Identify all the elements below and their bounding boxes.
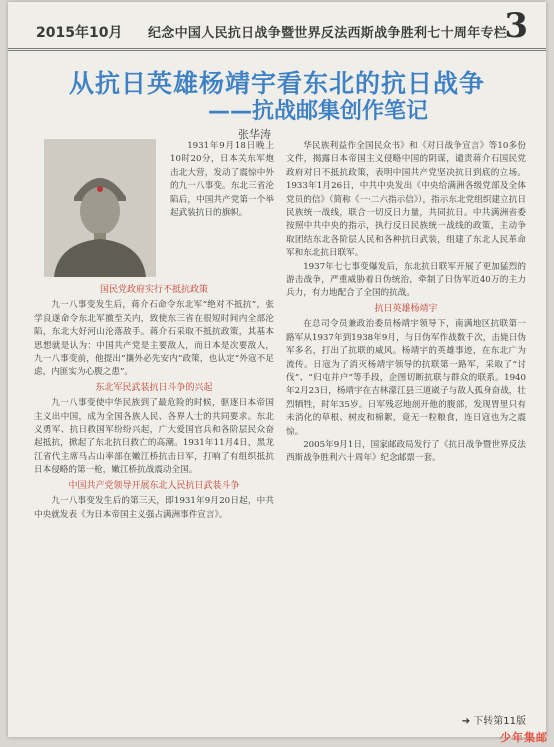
right-col-text: 1937年七七事变爆发后，东北抗日联军开展了更加猛烈的游击战争，严重威胁着日伪统治，牵制了日伪军近40万的主力兵力，有力地配合了全国的抗战。: [286, 261, 526, 299]
continued-label: 下转第11版: [473, 716, 526, 727]
section-heading-4: 抗日英雄杨靖宇: [374, 303, 438, 314]
intro-text: 1931年9月18日晚上10时20分，日本关东军炮击北大营，发动了震惊中外的九一八事变。东北三省沦陷后，中国共产党第一个举起武装抗日的旗帜。: [170, 141, 274, 219]
article-title: 从抗日英雄杨靖宇看东北的抗日战争: [68, 69, 485, 98]
section-text-1: 九一八事变发生后，蒋介石命令东北军“绝对不抵抗”，张学良遂命令东北军撤至关内，致使东三省在很短时间内全部沦陷，东北大好河山沦落敌手。蒋介石采取不抵抗政策，其基本思想就是认为：中国共产党是主要敌人，而日本是次要敌人，九一八事变前，他提出“攘外必先安内”政策，也认定“外寇不足虑，内匪实为心腹之患”。: [34, 300, 274, 378]
newspaper-page: [8, 2, 546, 737]
watermark-stamp: 少年集邮: [500, 731, 548, 744]
section-heading-1: 国民党政府实行不抵抗政策: [99, 285, 208, 295]
arrow-right-icon: ➔: [461, 716, 471, 727]
right-column: [286, 140, 526, 466]
article-subtitle: ——抗战邮集创作笔记: [208, 99, 429, 124]
section-heading-3: 中国共产党领导开展东北人民抗日武装斗争: [68, 480, 240, 491]
section-text-4: 在总司令员兼政治委员杨靖宇领导下，南满地区抗联第一路军从1937年到1938年9月，与日伪军作战数千次，击毙日伪军多名，打出了抗联的威风。杨靖宇的英雄事迹，在东北广为流传。日寇为了消灭杨靖宇领导的抗联第一路军，采取了“讨伐”、“归屯并户”等手段，企图切断抗联与群众的联系。1940年2月23日，杨靖宇在吉林濛江县三道崴子与敌人孤身奋战，壮烈牺牲，时年35岁。日军残忍地剖开他的腹部，发现胃里只有未消化的草根、树皮和棉絮，竟无一粒粮食，连日寇也为之震惊。: [286, 319, 526, 437]
section-heading-2: 东北军民武装抗日斗争的兴起: [95, 382, 213, 393]
issue-date: 2015年10月: [36, 25, 123, 41]
intro-column: [170, 140, 274, 220]
article-author: 张华涛: [238, 128, 271, 141]
page-header: [8, 2, 546, 51]
section-text-2: 九一八事变使中华民族到了最危险的时候，驱逐日本帝国主义出中国，成为全国各族人民、各界人士的共同要求。东北义勇军、抗日救国军纷纷兴起，广大爱国官兵和各阶层民众奋起抵抗，掀起了东北抗日救亡的高潮。1931年11月4日，黑龙江省代主席马占山率部在嫩江桥抗击日军，打响了有组织抵抗日本侵略的第一枪，嫩江桥抗战震动全国。: [34, 398, 274, 476]
column-title: 纪念中国人民抗日战争暨世界反法西斯战争胜利七十周年专栏: [148, 26, 508, 41]
left-column: [34, 282, 274, 522]
yang-jingyu-portrait: [44, 139, 156, 277]
continued-note: [462, 712, 526, 727]
right-intro-text: 华民族利益作全国民众书》和《对日战争宣言》等10多份文件，揭露日本帝国主义侵略中国的阴谋，谴责蒋介石国民党政府对日不抵抗政策，表明中国共产党坚决抗日到底的立场。1933年1月26日，中共中央发出《中央给满洲各级党部及全体党员的信》（简称《一·二六指示信》），指示东北党组织建立抗日民族统一战线，联合一切反日力量，共同抗日。中共满洲省委按照中共中央的指示，执行反日民族统一战线的政策，主动争取团结东北各阶层人民和各种抗日武装，组建了东北人民革命军和东北抗日联军。: [286, 141, 526, 259]
closing-text: 2005年9月1日，国家邮政局发行了《抗日战争暨世界反法西斯战争胜利六十周年》纪念邮票一套。: [286, 439, 526, 464]
page-number: 3: [504, 6, 528, 46]
section-text-3: 九一八事变发生后的第三天，即1931年9月20日起，中共中央就发表《为日本帝国主义强占满洲事件宣言》。: [34, 496, 274, 520]
